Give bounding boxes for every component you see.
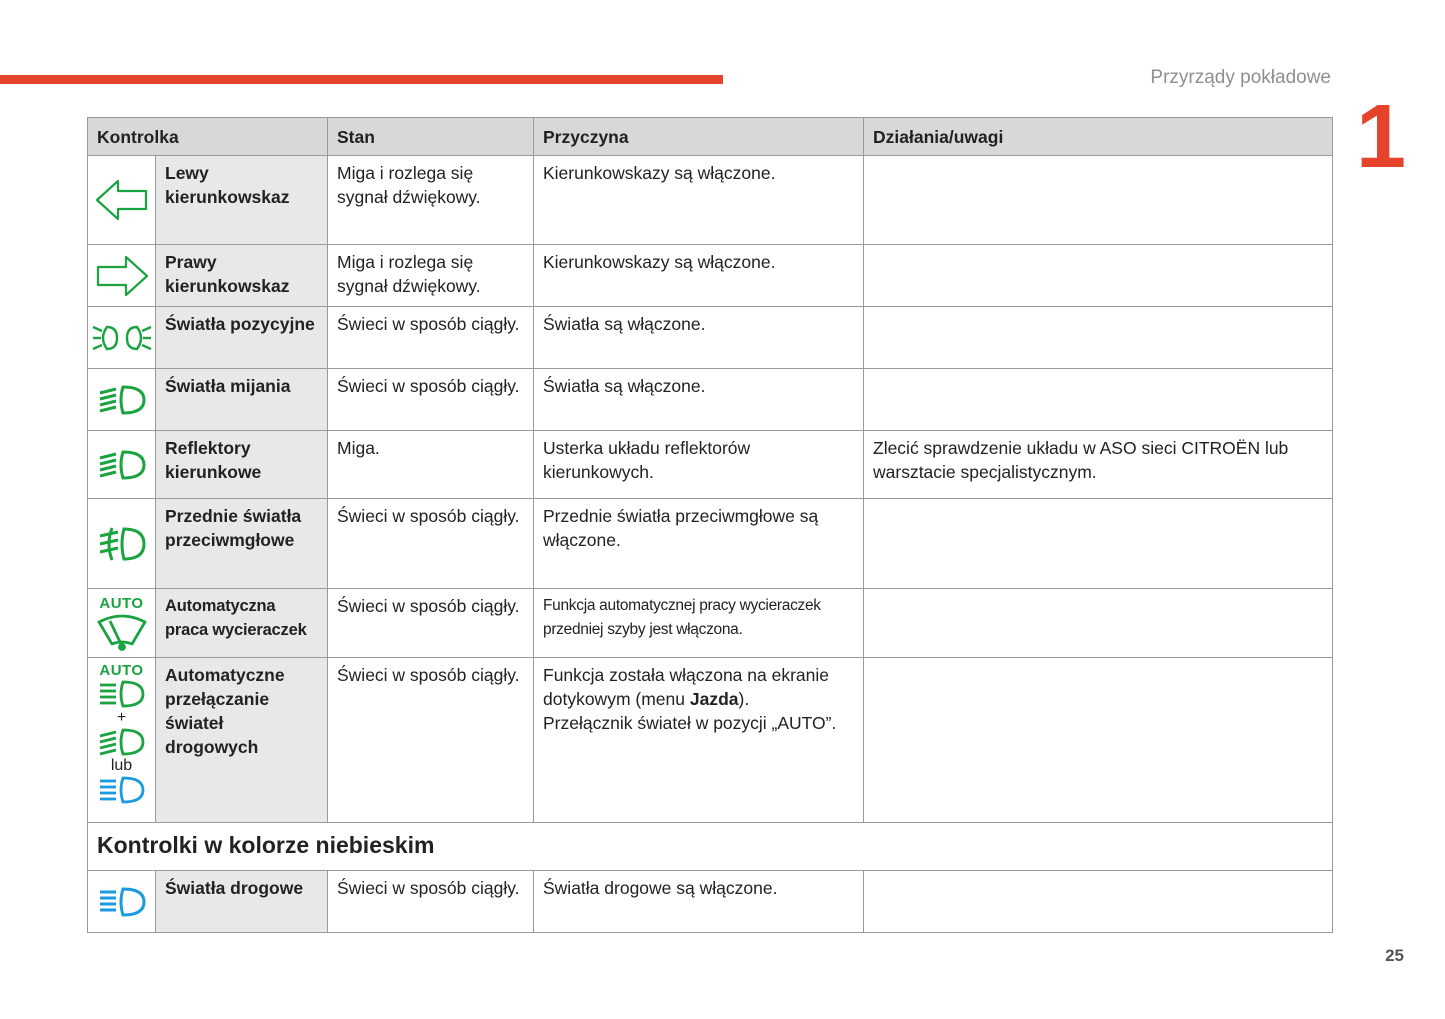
icon-cell [88,589,156,658]
main-beam-green-icon [97,679,147,709]
icon-cell [88,156,156,245]
table-row [88,499,1333,589]
plus-label: + [116,709,127,726]
light-cause: Funkcja automatycznej pracy wycieraczek przedniej szyby jest włączona. [534,589,864,658]
icon-cell [88,245,156,307]
light-action [864,871,1333,933]
table-header-row [88,118,1333,156]
table-row [88,431,1333,499]
directional-headlamp-icon [96,448,148,482]
light-state: Świeci w sposób ciągły. [328,871,534,933]
chapter-title: Przyrządy pokładowe [1150,67,1331,88]
light-name: Reflektory kierunkowe [156,431,328,499]
light-action [864,589,1333,658]
light-action [864,369,1333,431]
light-cause: Przednie światła przeciwmgłowe są włączone. [534,499,864,589]
right-arrow-icon [94,253,150,299]
table-row [88,658,1333,823]
light-name: Prawy kierunkowskaz [156,245,328,307]
light-action [864,307,1333,369]
light-cause: Światła są włączone. [534,307,864,369]
icon-cell [88,307,156,369]
table-row [88,245,1333,307]
light-state: Świeci w sposób ciągły. [328,369,534,431]
light-cause: Kierunkowskazy są włączone. [534,156,864,245]
position-lights-icon [91,321,153,355]
left-arrow-icon [94,177,150,223]
light-action: Zlecić sprawdzenie układu w ASO sieci CITROËN lub warsztacie specjalistycznym. [864,431,1333,499]
table-row [88,369,1333,431]
light-cause: Światła drogowe są włączone. [534,871,864,933]
menu-name: Jazda [689,689,739,709]
light-name: Lewy kierunkowskaz [156,156,328,245]
icon-cell [88,499,156,589]
light-cause: Usterka układu reflektorów kierunkowych. [534,431,864,499]
light-state: Świeci w sposób ciągły. [328,499,534,589]
light-cause: Światła są włączone. [534,369,864,431]
page-number: 25 [1385,946,1404,965]
auto-label: AUTO [99,662,144,679]
light-state: Świeci w sposób ciągły. [328,307,534,369]
section-row [88,823,1333,871]
light-state: Miga i rozlega się sygnał dźwiękowy. [328,245,534,307]
icon-cell [88,431,156,499]
dipped-beam-green-icon [97,727,147,757]
icon-cell [88,369,156,431]
table-row [88,307,1333,369]
light-state: Świeci w sposób ciągły. [328,658,534,823]
light-name: Światła mijania [156,369,328,431]
light-action [864,499,1333,589]
section-title: Kontrolki w kolorze niebieskim [88,823,1333,871]
light-cause [534,658,864,823]
light-action [864,156,1333,245]
main-beam-icon [96,885,148,919]
chapter-number: 1 [1356,87,1407,187]
light-name: Automatyczna praca wycieraczek [156,589,328,658]
light-action [864,658,1333,823]
column-header-kontrolka: Kontrolka [88,118,328,156]
icon-cell [88,658,156,823]
top-accent-bar [0,75,723,84]
light-state: Świeci w sposób ciągły. [328,589,534,658]
cause-text-switch: Przełącznik świateł w pozycji „AUTO”. [543,713,837,733]
auto-wiper-icon [96,612,148,652]
light-action [864,245,1333,307]
auto-label: AUTO [99,594,144,612]
light-name: Automatyczne przełączanie świateł drogowych [156,658,328,823]
column-header-dzialania: Działania/uwagi [864,118,1333,156]
light-cause: Kierunkowskazy są włączone. [534,245,864,307]
main-beam-blue-icon [97,775,147,805]
dipped-beam-icon [96,383,148,417]
cause-text-end: ). [738,689,750,709]
icon-cell [88,871,156,933]
light-state: Miga. [328,431,534,499]
column-header-przyczyna: Przyczyna [534,118,864,156]
table-row [88,589,1333,658]
light-name: Światła drogowe [156,871,328,933]
warning-lights-table [87,117,1333,933]
light-name: Przednie światła przeciwmgłowe [156,499,328,589]
cause-text: Funkcja została włączona na ekranie dotykowym (menu [543,665,829,709]
table-row [88,871,1333,933]
light-state: Miga i rozlega się sygnał dźwiękowy. [328,156,534,245]
table-row [88,156,1333,245]
front-fog-lamp-icon [96,524,148,564]
or-label: lub [110,757,133,774]
column-header-stan: Stan [328,118,534,156]
light-name: Światła pozycyjne [156,307,328,369]
